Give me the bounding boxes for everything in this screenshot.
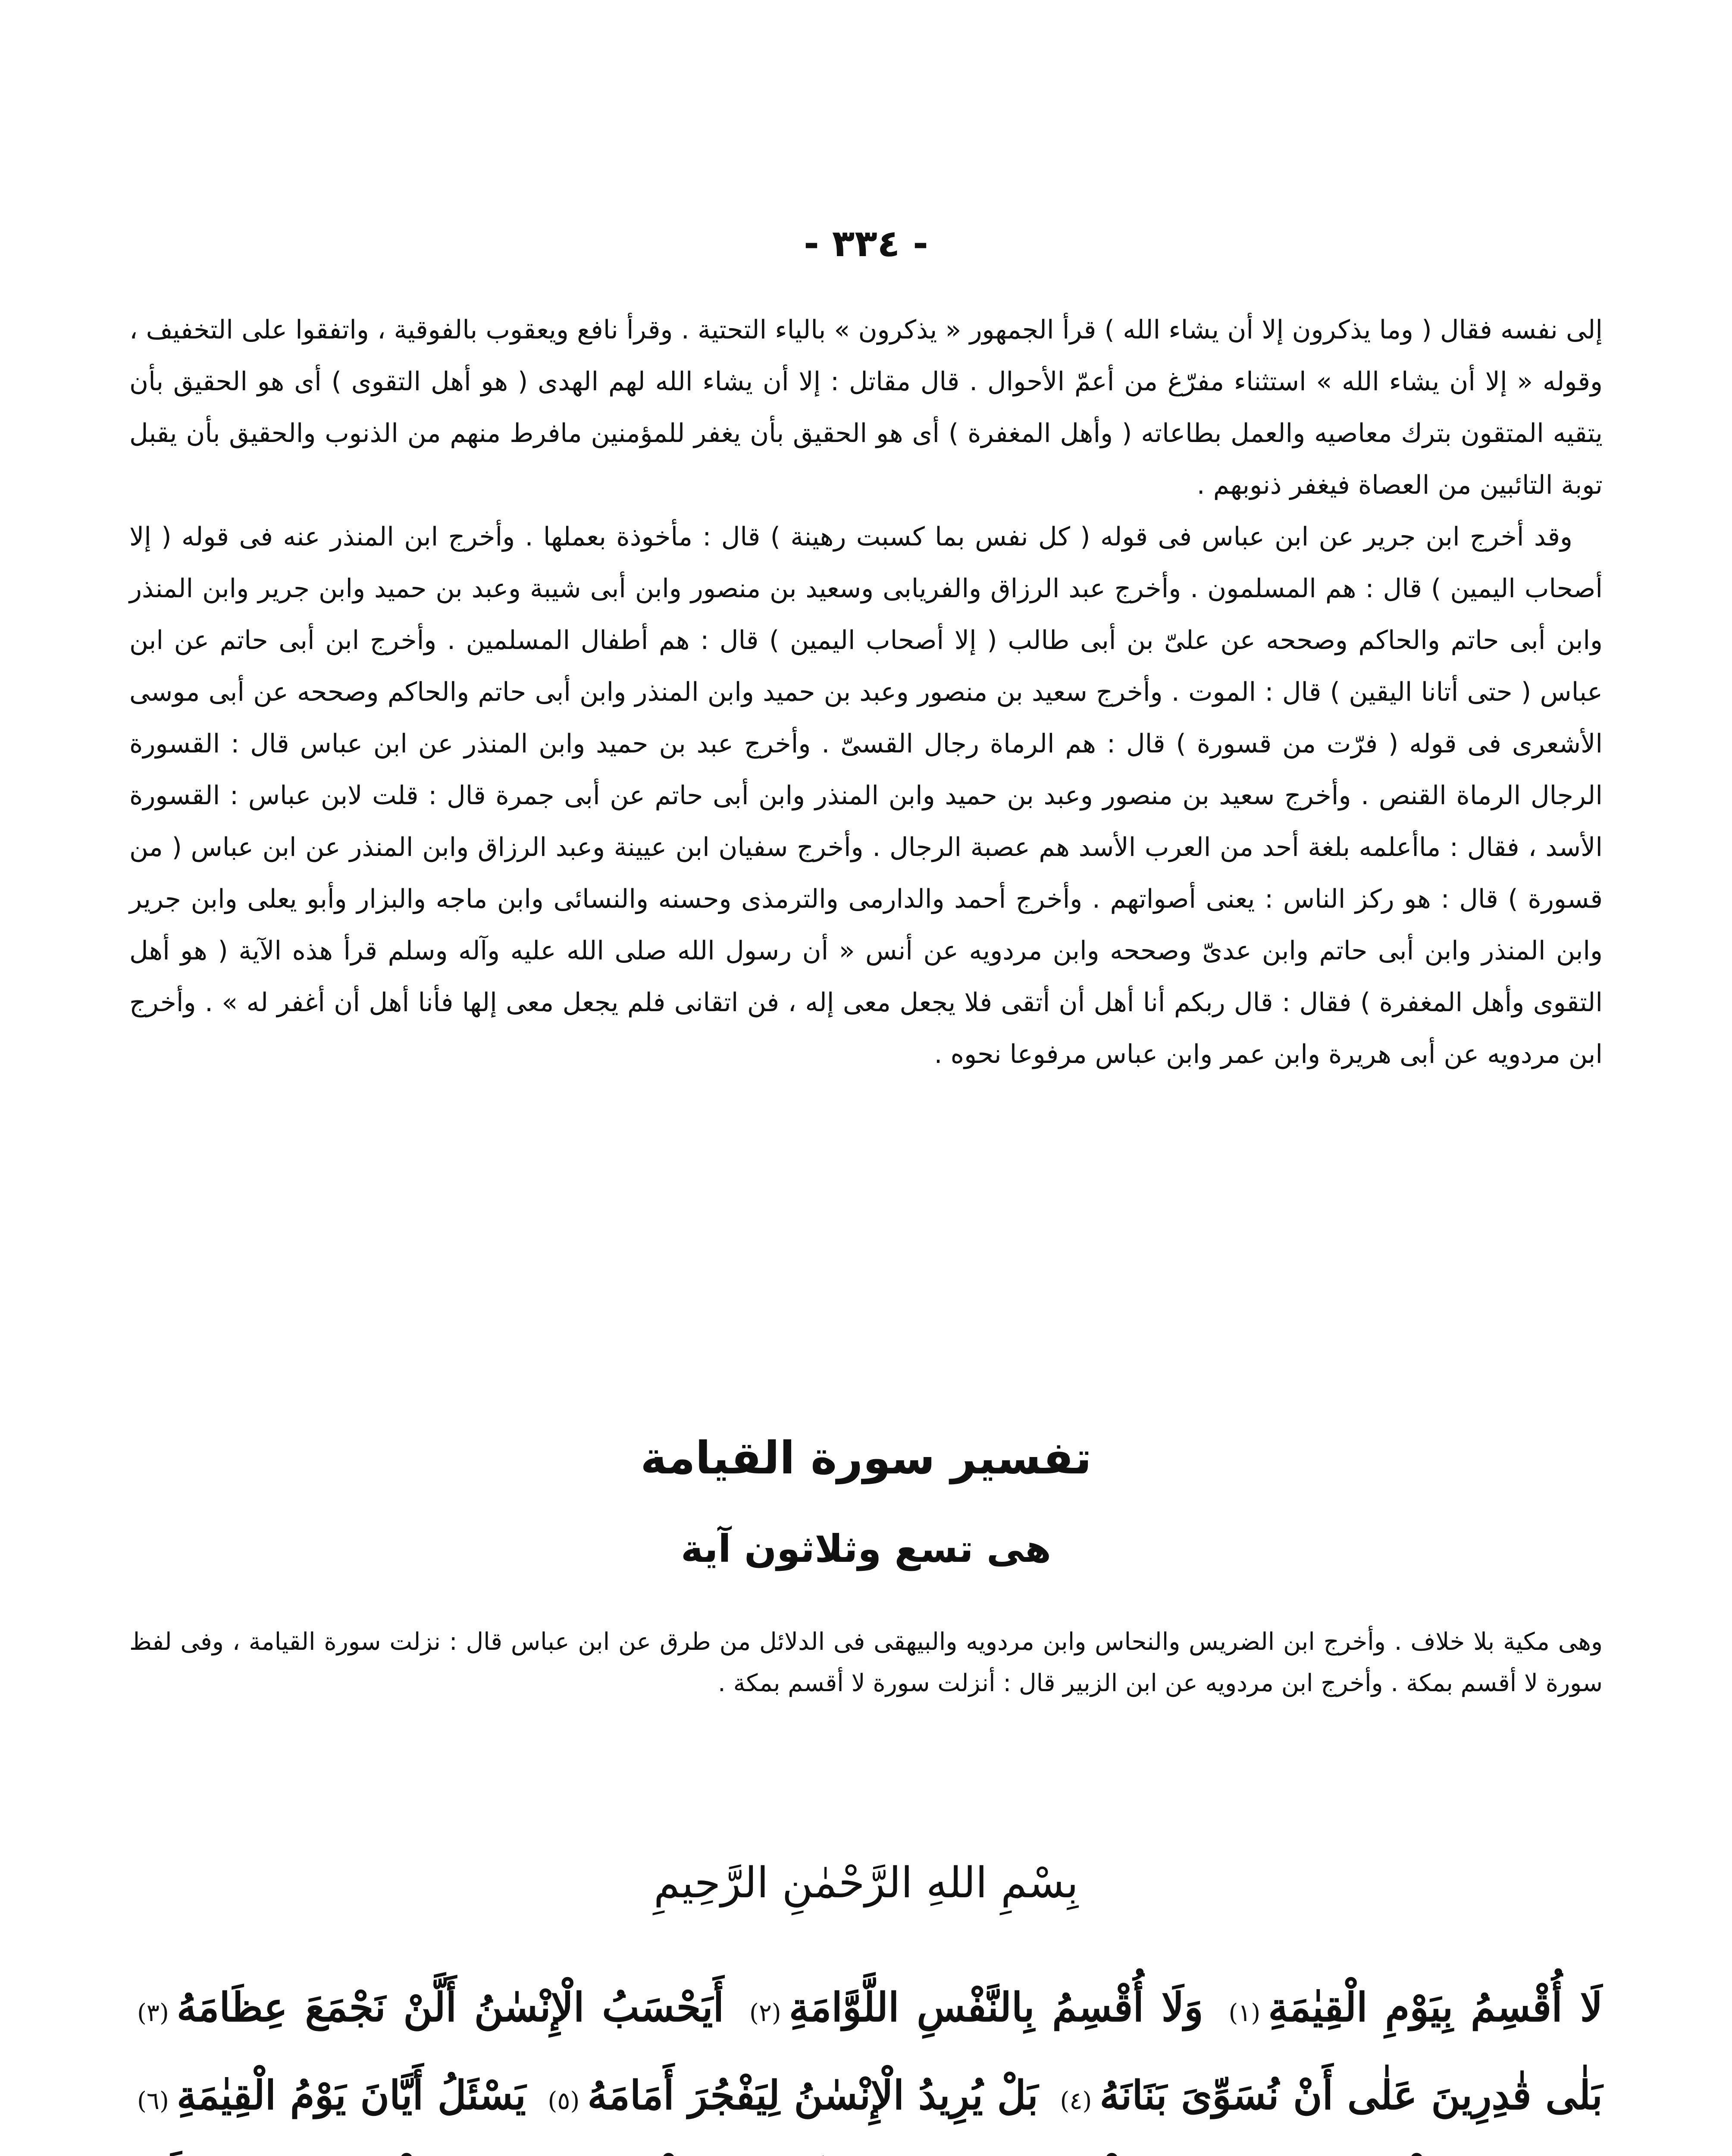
- verse-text: أَيَحْسَبُ الْإِنْسٰنُ أَلَّنْ نَجْمَعَ عِظَامَهُ: [176, 1984, 724, 2031]
- verse-number: (٢): [749, 1999, 781, 2027]
- paragraph: وقد أخرج ابن جرير عن ابن عباس فى قوله ( كل نفس بما كسبت رهينة ) قال : مأخوذة بعملها . وأخرج ابن المنذر عنه فى قوله ( إلا أصحاب اليمين ) قال : هم المسلمون . وأخرج عبد الرزاق والفريابى وسعيد بن منصور وابن أبى شيبة وعبد بن حميد وابن جرير وابن المنذر وابن أبى حاتم والحاكم وصححه عن علىّ بن أبى طالب ( إلا أصحاب اليمين ) قال : هم أطفال المسلمين . وأخرج ابن أبى حاتم عن ابن عباس ( حتى أتانا اليقين ) قال : الموت . وأخرج سعيد بن منصور وعبد بن حميد وابن المنذر وابن أبى حاتم والحاكم وصححه عن أبى موسى الأشعرى فى قوله ( فرّت من قسورة ) قال : هم الرماة رجال القسىّ . وأخرج عبد بن حميد وابن المنذر عن ابن عباس قال : القسورة الرجال الرماة القنص . وأخرج سعيد بن منصور وعبد بن حميد وابن المنذر وابن أبى حاتم عن أبى جمرة قال : قلت لابن عباس : القسورة الأسد ، فقال : ماأعلمه بلغة أحد من العرب الأسد هم عصبة الرجال . وأخرج سفيان ابن عيينة وعبد الرزاق وابن المنذر عن ابن عباس ( من قسورة ) قال : هو ركز الناس : يعنى أصواتهم . وأخرج أحمد والدارمى والترمذى وحسنه والنسائى وابن ماجه والبزار وأبو يعلى وابن جرير وابن المنذر وابن أبى حاتم وابن عدىّ وصححه وابن مردويه عن أنس « أن رسول الله صلى الله عليه وآله وسلم قرأ هذه الآية ( هو أهل التقوى وأهل المغفرة ) فقال : قال ربكم أنا أهل أن أتقى فلا يجعل معى إله ، فن اتقانى فلم يجعل معى إلها فأنا أهل أن أغفر له » . وأخرج ابن مردويه عن أبى هريرة وابن عمر وابن عباس مرفوعا نحوه .: [129, 522, 1603, 1069]
- surah-subtitle: هى تسع وثلاثون آية: [680, 1526, 1052, 1571]
- quran-verses: [129, 1966, 1603, 2156]
- verse-number: (٣): [137, 1999, 169, 2027]
- verse-text: لَا أُقْسِمُ بِيَوْمِ الْقِيٰمَةِ: [1268, 1984, 1603, 2031]
- verse-text: يَسْئَلُ أَيَّانَ يَوْمُ الْقِيٰمَةِ: [176, 2072, 526, 2118]
- verse-text: بَلٰى قٰدِرِينَ عَلٰى أَنْ نُسَوِّىَ بَنَانَهُ: [1099, 2072, 1603, 2118]
- verse-text: وَلَا أُقْسِمُ بِالنَّفْسِ اللَّوَّامَةِ: [789, 1984, 1203, 2031]
- basmala: بِسْمِ اللهِ الرَّحْمٰنِ الرَّحِيمِ: [654, 1858, 1078, 1908]
- page-number: - ٣٣٤ -: [804, 222, 928, 265]
- commentary-text: [129, 304, 1603, 1080]
- verse-number: (٥): [548, 2087, 580, 2115]
- verse-number: (٦): [137, 2087, 169, 2115]
- surah-intro: [129, 1621, 1603, 1704]
- verse-text: بَلْ يُرِيدُ الْإِنْسٰنُ لِيَفْجُرَ أَمَامَهُ: [587, 2072, 1038, 2118]
- intro-paragraph: وهى مكية بلا خلاف . وأخرج ابن الضريس والنحاس وابن مردويه والبيهقى فى الدلائل من طرق عن ابن عباس قال : نزلت سورة القيامة ، وفى لفظ سورة لا أقسم بمكة . وأخرج ابن مردويه عن ابن الزبير قال : أنزلت سورة لا أقسم بمكة .: [129, 1628, 1603, 1697]
- paragraph: إلى نفسه فقال ( وما يذكرون إلا أن يشاء الله ) قرأ الجمهور « يذكرون » بالياء التحتية . وقرأ نافع ويعقوب بالفوقية ، واتفقوا على التخفيف ، وقوله « إلا أن يشاء الله » استثناء مفرّغ من أعمّ الأحوال . قال مقاتل : إلا أن يشاء الله لهم الهدى ( هو أهل التقوى ) أى هو الحقيق بأن يتقيه المتقون بترك معاصيه والعمل بطاعاته ( وأهل المغفرة ) أى هو الحقيق بأن يغفر للمؤمنين مافرط منهم من الذنوب والحقيق بأن يقبل توبة التائبين من العصاة فيغفر ذنوبهم .: [129, 315, 1603, 500]
- verse-number: (١): [1228, 1999, 1261, 2027]
- surah-title: تفسير سورة القيامة: [640, 1432, 1092, 1484]
- verses-paragraph: [129, 1966, 1603, 2156]
- verse-number: (٤): [1060, 2087, 1092, 2115]
